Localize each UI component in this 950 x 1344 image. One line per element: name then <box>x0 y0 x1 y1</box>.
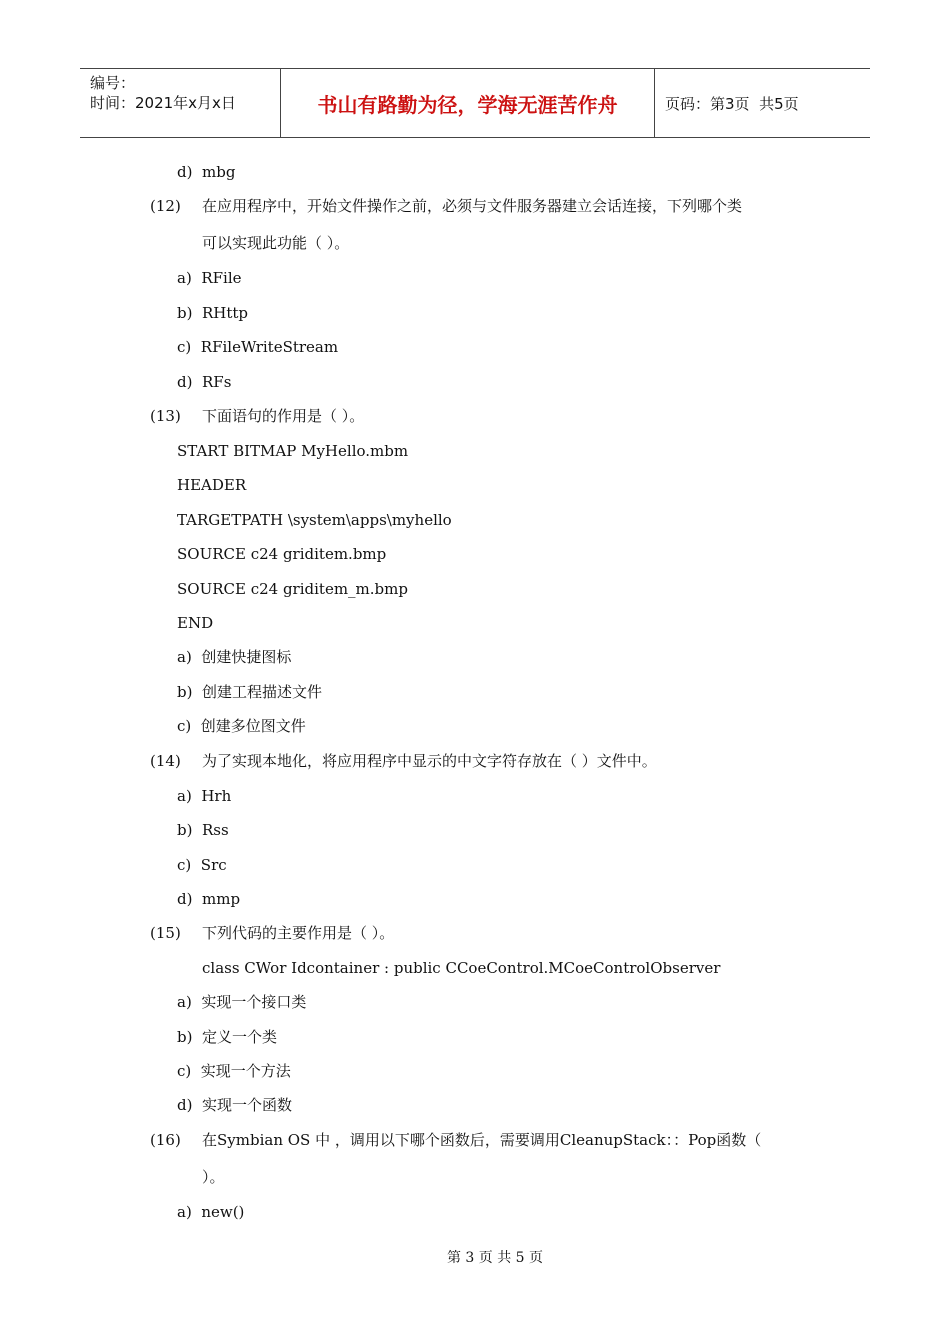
answer-option: b) RHttp <box>177 304 249 322</box>
answer-option: c) Src <box>177 856 227 874</box>
page-header <box>80 68 870 138</box>
question-text-continued: ）。 <box>202 1168 225 1186</box>
serial-label: 编号： <box>90 74 136 92</box>
code-line: END <box>177 614 214 632</box>
answer-option: a) 创建快捷图标 <box>177 648 292 666</box>
question-text: 在Symbian OS 中 ，调用以下哪个函数后，需要调用CleanupStack：：Pop函数（ <box>202 1131 762 1149</box>
question-text-continued: 可以实现此功能（ ）。 <box>202 234 350 252</box>
question-number: (15) <box>150 924 181 942</box>
code-line: class CWor Idcontainer : public CCoeControl.MCoeControlObserver <box>202 959 721 977</box>
question-text: 为了实现本地化，将应用程序中显示的中文字符存放在（ ）文件中。 <box>202 752 657 770</box>
header-meta <box>80 69 281 137</box>
code-line: START BITMAP MyHello.mbm <box>177 442 409 460</box>
answer-option: b) 定义一个类 <box>177 1028 277 1046</box>
code-line: HEADER <box>177 476 247 494</box>
page-info-text: 页码：第3页 共5页 <box>665 94 799 113</box>
answer-option: a) new() <box>177 1203 245 1221</box>
question-number: (12) <box>150 197 181 215</box>
code-line: TARGETPATH \system\apps\myhello <box>177 511 452 529</box>
answer-option: a) Hrh <box>177 787 232 805</box>
code-line: SOURCE c24 griditem.bmp <box>177 545 387 563</box>
question-number: (16) <box>150 1131 181 1149</box>
answer-option: c) 创建多位图文件 <box>177 717 306 735</box>
answer-option: c) 实现一个方法 <box>177 1062 291 1080</box>
code-line: SOURCE c24 griditem_m.bmp <box>177 580 408 598</box>
answer-option: c) RFileWriteStream <box>177 338 339 356</box>
answer-option: d) 实现一个函数 <box>177 1096 292 1114</box>
question-text: 在应用程序中，开始文件操作之前，必须与文件服务器建立会话连接，下列哪个类 <box>202 197 743 215</box>
answer-option: b) 创建工程描述文件 <box>177 683 322 701</box>
question-text: 下列代码的主要作用是（ ）。 <box>202 924 395 942</box>
question-text: 下面语句的作用是（ ）。 <box>202 407 365 425</box>
time-label: 时间：2021年x月x日 <box>90 94 236 112</box>
answer-option: a) 实现一个接口类 <box>177 993 307 1011</box>
answer-option: d) mmp <box>177 890 241 908</box>
answer-option: a) RFile <box>177 269 242 287</box>
answer-option: d) RFs <box>177 373 232 391</box>
page-footer: 第 3 页 共 5 页 <box>446 1250 544 1266</box>
answer-option: d) mbg <box>177 163 236 181</box>
question-number: (13) <box>150 407 181 425</box>
question-number: (14) <box>150 752 181 770</box>
answer-option: b) Rss <box>177 821 229 839</box>
header-motto: 书山有路勤为径，学海无涯苦作舟 <box>281 69 655 137</box>
header-page-info <box>655 69 870 137</box>
